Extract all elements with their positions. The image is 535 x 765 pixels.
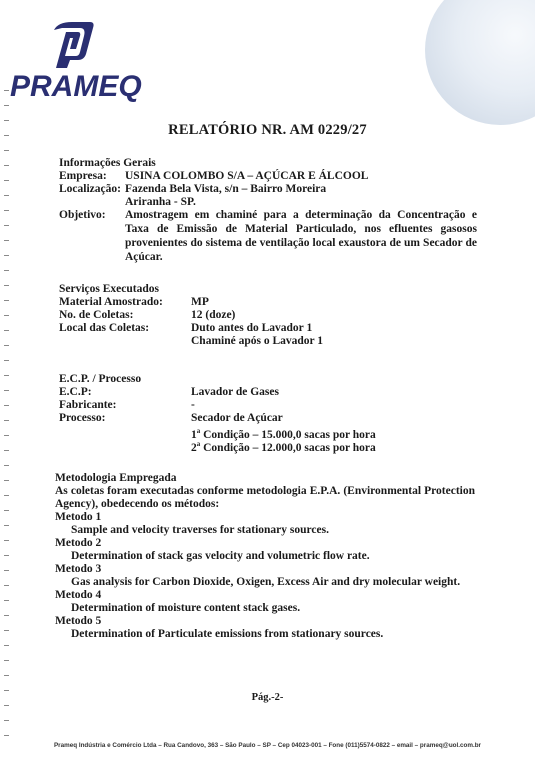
metodologia-heading: Metodologia Empregada	[55, 472, 177, 484]
metodo-text: Determination of stack gas velocity and volumetric flow rate.	[71, 550, 370, 562]
metodologia-intro-2: Agency), obedecendo os métodos:	[55, 498, 220, 510]
binding-dash	[4, 540, 9, 541]
binding-dash	[4, 630, 9, 631]
material-value: MP	[191, 296, 209, 308]
binding-dash	[4, 210, 9, 211]
fabricante-value: -	[191, 399, 195, 411]
objetivo-text	[125, 208, 477, 264]
binding-dash	[4, 180, 9, 181]
fabricante-label: Fabricante:	[59, 399, 117, 411]
binding-dash	[4, 195, 9, 196]
local-label: Local das Coletas:	[59, 322, 150, 334]
binding-dash	[4, 345, 9, 346]
coletas-value: 12 (doze)	[191, 309, 236, 321]
objetivo-line: Taxa de Emissão de Material Particulado, nos efluentes gasosos	[125, 223, 477, 235]
logo-text: PRAMEQ	[10, 70, 142, 103]
binding-dash	[4, 675, 9, 676]
binding-dash	[4, 360, 9, 361]
binding-dash	[4, 105, 9, 106]
metodo-text: Gas analysis for Carbon Dioxide, Oxigen, Excess Air and dry molecular weight.	[71, 576, 461, 588]
condicao-1-sup: a	[196, 427, 201, 435]
binding-marks	[4, 90, 12, 750]
condicao-2-sup: a	[196, 440, 201, 448]
page-number: Pág.-2-	[251, 692, 284, 703]
ecp-label: E.C.P:	[59, 386, 92, 398]
binding-dash	[4, 285, 9, 286]
binding-dash	[4, 555, 9, 556]
localizacao-label: Localização:	[59, 183, 121, 195]
binding-dash	[4, 735, 9, 736]
binding-dash	[4, 165, 9, 166]
binding-dash	[4, 420, 9, 421]
binding-dash	[4, 570, 9, 571]
logo-mark-icon	[48, 20, 96, 70]
binding-dash	[4, 615, 9, 616]
metodo-text: Determination of Particulate emissions from stationary sources.	[71, 628, 384, 640]
binding-dash	[4, 375, 9, 376]
binding-dash	[4, 525, 9, 526]
footer-address: Prameq Indústria e Comércio Ltda – Rua Candovo, 363 – São Paulo – SP – Cep 04023-001 – Fone (011)5574-0822 – email – prameq@uol.com.br	[53, 742, 482, 749]
binding-dash	[4, 720, 9, 721]
condicao-2-num: 2	[191, 441, 197, 454]
metodo-label: Metodo 3	[55, 563, 102, 575]
servicos-heading: Serviços Executados	[59, 283, 159, 295]
processo-label: Processo:	[59, 412, 106, 424]
processo-value: Secador de Açúcar	[191, 412, 283, 424]
coletas-label: No. de Coletas:	[59, 309, 134, 321]
localizacao-value-2: Ariranha - SP.	[125, 196, 196, 208]
localizacao-value-1: Fazenda Bela Vista, s/n – Bairro Moreira	[125, 183, 327, 195]
local-value-2: Chaminé após o Lavador 1	[191, 335, 324, 347]
condicao-1-text: Condição – 15.000,0 sacas por hora	[200, 428, 376, 441]
binding-dash	[4, 435, 9, 436]
binding-dash	[4, 315, 9, 316]
globe-decoration	[425, 0, 535, 125]
binding-dash	[4, 690, 9, 691]
binding-dash	[4, 645, 9, 646]
metodo-text: Sample and velocity traverses for stationary sources.	[71, 524, 329, 536]
metodo-label: Metodo 5	[55, 615, 102, 627]
report-title: RELATÓRIO NR. AM 0229/27	[168, 122, 367, 138]
info-heading: Informações Gerais	[59, 157, 156, 169]
binding-dash	[4, 405, 9, 406]
metodo-label: Metodo 4	[55, 589, 102, 601]
binding-dash	[4, 450, 9, 451]
material-label: Material Amostrado:	[59, 296, 163, 308]
binding-dash	[4, 330, 9, 331]
objetivo-line: Amostragem em chaminé para a determinação da Concentração e	[125, 209, 477, 221]
objetivo-label: Objetivo:	[59, 209, 106, 221]
binding-dash	[4, 495, 9, 496]
binding-dash	[4, 600, 9, 601]
binding-dash	[4, 465, 9, 466]
metodo-label: Metodo 1	[55, 511, 102, 523]
objetivo-line: provenientes do sistema de ventilação local exaustora de um Secador de	[125, 237, 477, 249]
binding-dash	[4, 480, 9, 481]
metodo-text: Determination of moisture content stack gases.	[71, 602, 301, 614]
binding-dash	[4, 390, 9, 391]
condicao-1-num: 1	[191, 428, 197, 441]
binding-dash	[4, 90, 9, 91]
binding-dash	[4, 705, 9, 706]
binding-dash	[4, 120, 9, 121]
metodo-label: Metodo 2	[55, 537, 102, 549]
binding-dash	[4, 225, 9, 226]
empresa-value: USINA COLOMBO S/A – AÇÚCAR E ÁLCOOL	[125, 170, 369, 182]
ecp-heading: E.C.P. / Processo	[59, 373, 142, 385]
binding-dash	[4, 255, 9, 256]
binding-dash	[4, 270, 9, 271]
empresa-label: Empresa:	[59, 170, 107, 182]
objetivo-line: Açúcar.	[125, 251, 163, 263]
condicao-2-text: Condição – 12.000,0 sacas por hora	[200, 441, 376, 454]
company-logo	[10, 18, 145, 103]
ecp-value: Lavador de Gases	[191, 386, 279, 398]
condicao-2	[191, 437, 376, 455]
binding-dash	[4, 660, 9, 661]
binding-dash	[4, 240, 9, 241]
local-value-1: Duto antes do Lavador 1	[191, 322, 313, 334]
metodologia-intro-1: As coletas foram executadas conforme metodologia E.P.A. (Environmental Protection	[55, 485, 475, 497]
binding-dash	[4, 585, 9, 586]
binding-dash	[4, 510, 9, 511]
binding-dash	[4, 300, 9, 301]
binding-dash	[4, 150, 9, 151]
